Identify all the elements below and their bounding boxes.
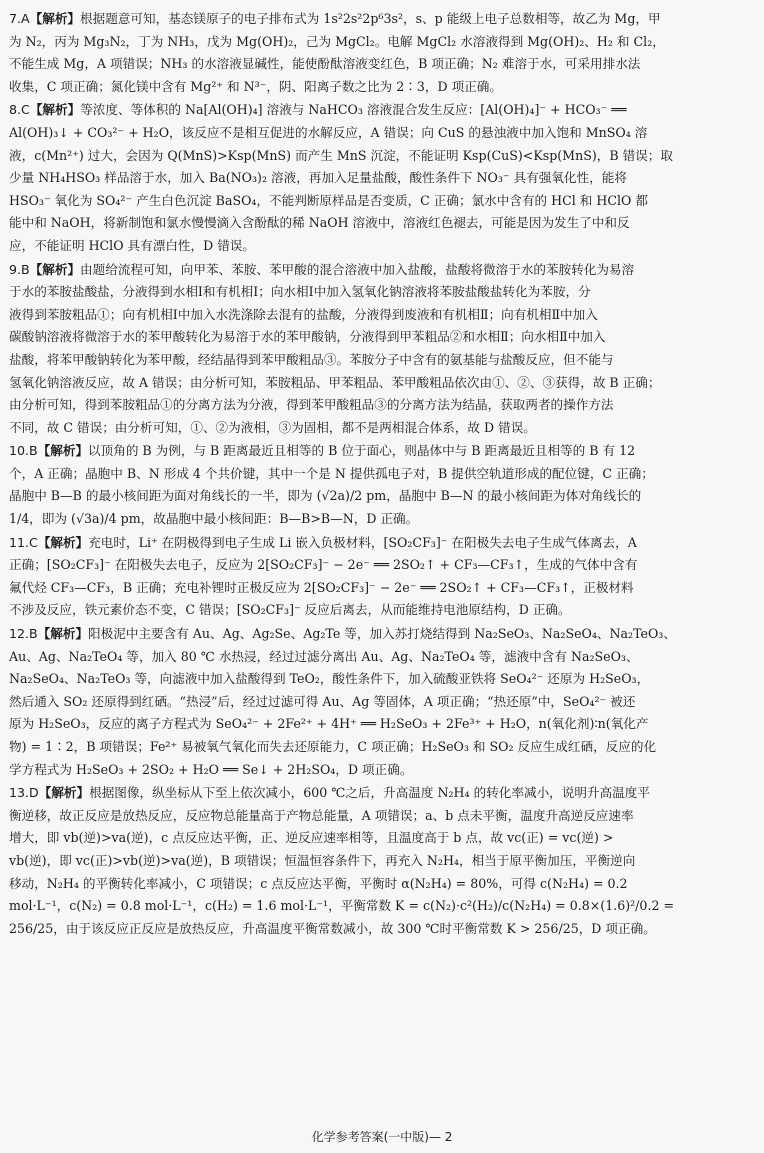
line-text: 正确；[SO₂CF₃]⁻ 在阳极失去电子，反应为 2[SO₂CF₃]⁻ − 2e⁻ ══ 2SO₂↑ + CF₃—CF₃↑，生成的气体中含有 (9, 557, 638, 573)
line-text: 为 N₂，丙为 Mg₃N₂，丁为 NH₃，戊为 Mg(OH)₂，己为 MgCl₂。电解 MgCl₂ 水溶液得到 Mg(OH)₂、H₂ 和 Cl₂， (9, 33, 665, 49)
answer-item (9, 782, 740, 940)
answer-line (9, 713, 740, 736)
line-text: 1/4，即为 (√3a)/4 pm，故晶胞中最小核间距：B—B>B—N，D 正确。 (9, 511, 419, 527)
line-text: 移动，N₂H₄ 的平衡转化率减小，C 项错误；c 点反应达平衡，平衡时 α(N₂H₄) = 80%，可得 c(N₂H₄) = 0.2 (9, 875, 628, 891)
analysis-tag: 【解析】 (37, 534, 89, 550)
answer-line (9, 53, 740, 76)
answer-line (9, 895, 740, 918)
answer-line (9, 805, 740, 828)
line-text: mol·L⁻¹，c(N₂) = 0.8 mol·L⁻¹，c(H₂) = 1.6 mol·L⁻¹，平衡常数 K = c(N₂)·c²(H₂)/c(N₂H₄) = 0.8×(1.6)²/0.2 = (9, 898, 675, 914)
line-text: Al(OH)₃↓ + CO₃²⁻ + H₂O，该反应不是相互促进的水解反应，A 错误；向 CuS 的悬浊液中加入饱和 MnSO₄ 溶 (9, 124, 648, 140)
line-text: Au、Ag、Na₂TeO₄ 等，加入 80 ℃ 水热浸，经过过滤分离出 Au、Ag、Na₂TeO₄ 等，滤液中含有 Na₂SeO₃、 (9, 648, 639, 664)
line-text: 等浓度、等体积的 Na[Al(OH)₄] 溶液与 NaHCO₃ 溶液混合发生反应：[Al(OH)₄]⁻ + HCO₃⁻ ══ (80, 102, 627, 118)
line-text: 原为 H₂SeO₃，反应的离子方程式为 SeO₄²⁻ + 2Fe²⁺ + 4H⁺ ══ H₂SeO₃ + 2Fe³⁺ + H₂O，n(氧化剂)∶n(氧化产 (9, 716, 649, 732)
question-number: 11.C (9, 534, 38, 550)
line-text: 增大，即 vb(逆)>va(逆)，c 点反应达平衡，正、逆反应速率相等，且温度高于 b 点，故 vc(正) = vc(逆) > (9, 830, 614, 846)
line-text: Na₂SeO₄、Na₂TeO₃ 等，向滤液中加入盐酸得到 TeO₂，酸性条件下，加入硫酸亚铁将 SeO₄²⁻ 还原为 H₂SeO₃， (9, 671, 650, 687)
line-text: 衡逆移，故正反应是放热反应，反应物总能量高于产物总能量，A 项错误；a、b 点未平衡，温度升高逆反应速率 (9, 807, 634, 823)
answer-line (9, 577, 740, 600)
answer-line (9, 372, 740, 395)
analysis-tag: 【解析】 (29, 11, 81, 26)
line-text: 以顶角的 B 为例，与 B 距离最近且相等的 B 位于面心，则晶体中与 B 距离最近且相等的 B 有 12 (88, 443, 636, 459)
answer-line (9, 646, 740, 669)
answer-item (9, 8, 740, 98)
answer-line (9, 599, 740, 622)
answer-line (9, 850, 740, 873)
answer-line (9, 668, 740, 691)
line-text: 阳极泥中主要含有 Au、Ag、Ag₂Se、Ag₂Te 等，加入苏打烧结得到 Na₂SeO₃、Na₂SeO₄、Na₂TeO₃、 (88, 626, 676, 642)
line-text: 碳酸钠溶液将微溶于水的苯甲酸转化为易溶于水的苯甲酸钠，分液得到甲苯粗品②和水相Ⅱ；向水相Ⅱ中加入 (9, 329, 606, 345)
line-text: 收集，C 项正确；氮化镁中含有 Mg²⁺ 和 N³⁻，阴、阳离子数之比为 2∶3，D 项正确。 (9, 78, 502, 94)
answer-line (9, 394, 740, 417)
line-text: 然后通入 SO₂ 还原得到红硒。“热浸”后，经过过滤可得 Au、Ag 等固体，A 项正确；“热还原”中，SeO₄²⁻ 被还 (9, 693, 636, 709)
line-text: 由题给流程可知，向甲苯、苯胺、苯甲酸的混合溶液中加入盐酸，盐酸将微溶于水的苯胺转化为易溶 (80, 261, 635, 277)
answer-line (9, 873, 740, 896)
page-footer: 化学参考答案(一中版)— 2 (311, 1130, 453, 1144)
answer-item (9, 532, 740, 622)
answer-line (9, 508, 740, 531)
answer-line (9, 281, 740, 304)
answer-line (9, 212, 740, 235)
line-text: 能中和 NaOH，将新制饱和氯水慢慢滴入含酚酞的稀 NaOH 溶液中，溶液红色褪去，可能是因为发生了中和反 (9, 215, 630, 231)
line-text: 少量 NH₄HSO₃ 样品溶于水，加入 Ba(NO₃)₂ 溶液，再加入足量盐酸，酸性条件下 NO₃⁻ 具有强氧化性，能将 (9, 170, 627, 186)
answer-line (9, 99, 740, 122)
line-text: 液，c(Mn²⁺) 过大，会因为 Q(MnS)>Ksp(MnS) 而产生 MnS 沉淀，不能证明 Ksp(CuS)<Ksp(MnS)，B 错误；取 (9, 147, 673, 163)
line-text: 于水的苯胺盐酸盐，分液得到水相Ⅰ和有机相Ⅰ；向水相Ⅰ中加入氢氧化钠溶液将苯胺盐酸盐转化为苯胺，分 (9, 284, 591, 300)
answer-item (9, 99, 740, 257)
analysis-tag: 【解析】 (37, 443, 89, 459)
line-text: 应，不能证明 HClO 具有漂白性，D 错误。 (9, 237, 255, 253)
analysis-tag: 【解析】 (37, 626, 89, 642)
analysis-tag: 【解析】 (29, 102, 81, 118)
line-text: 根据图像，纵坐标从下至上依次减小，600 ℃之后，升高温度 N₂H₄ 的转化率减小，说明升高温度平 (89, 785, 650, 801)
line-text: vb(逆)，即 vc(正)>vb(逆)>va(逆)，B 项错误；恒温恒容条件下，再充入 N₂H₄，相当于原平衡加压，平衡逆向 (9, 852, 636, 868)
line-text: 不能生成 Mg，A 项错误；NH₃ 的水溶液显碱性，能使酚酞溶液变红色，B 项正确；N₂ 难溶于水，可采用排水法 (9, 56, 641, 72)
answer-line (9, 623, 740, 646)
question-number: 13.D (9, 785, 39, 801)
answer-line (9, 417, 740, 440)
answer-line (9, 326, 740, 349)
answer-item (9, 623, 740, 781)
line-text: 不同，故 C 错误；由分析可知，①、②为液相，③为固相，都不是两相混合体系，故 D 错误。 (9, 419, 536, 435)
line-text: 氟代烃 CF₃—CF₃，B 正确；充电补锂时正极反应为 2[SO₂CF₃]⁻ − 2e⁻ ══ 2SO₂↑ + CF₃—CF₃↑，正极材料 (9, 579, 634, 595)
line-text: 盐酸，将苯甲酸钠转化为苯甲酸，经结晶得到苯甲酸粗品③。苯胺分子中含有的氨基能与盐酸反应，但不能与 (9, 351, 614, 367)
answer-line (9, 190, 740, 213)
answer-line (9, 235, 740, 258)
answer-line (9, 440, 740, 463)
line-text: 个，A 正确；晶胞中 B、N 形成 4 个共价键，其中一个是 N 提供孤电子对，B 提供空轨道形成的配位键，C 正确； (9, 465, 654, 481)
answer-line (9, 167, 740, 190)
line-text: 根据题意可知，基态镁原子的电子排布式为 1s²2s²2p⁶3s²，s、p 能级上电子总数相等，故乙为 Mg，甲 (80, 11, 661, 26)
answer-line (9, 918, 740, 941)
question-number: 7.A (9, 11, 30, 26)
line-text: 不涉及反应，铁元素价态不变，C 错误；[SO₂CF₃]⁻ 反应后离去，从而能维持电池原结构，D 正确。 (9, 602, 571, 618)
answer-line (9, 304, 740, 327)
answer-line (9, 349, 740, 372)
answer-line (9, 259, 740, 282)
line-text: 晶胞中 B—B 的最小核间距为面对角线长的一半，即为 (√2a)/2 pm，晶胞中 B—N 的最小核间距为体对角线长的 (9, 488, 642, 504)
line-text: 液得到苯胺粗品①；向有机相Ⅰ中加入水洗涤除去混有的盐酸，分液得到废液和有机相Ⅱ；向有机相Ⅱ中加入 (9, 306, 598, 322)
question-number: 12.B (9, 626, 38, 642)
line-text: 学方程式为 H₂SeO₃ + 2SO₂ + H₂O ══ Se↓ + 2H₂SO₄，D 项正确。 (9, 761, 413, 777)
answer-line (9, 76, 740, 99)
answer-line (9, 122, 740, 145)
answer-line (9, 532, 740, 555)
answer-line (9, 782, 740, 805)
answer-line (9, 485, 740, 508)
answer-line (9, 759, 740, 782)
answer-line (9, 145, 740, 168)
analysis-tag: 【解析】 (29, 261, 81, 277)
line-text: 充电时，Li⁺ 在阴极得到电子生成 Li 嵌入负极材料，[SO₂CF₃]⁻ 在阳极失去电子生成气体离去，A (88, 534, 637, 550)
answer-line (9, 8, 740, 31)
answer-line (9, 31, 740, 54)
answer-line (9, 463, 740, 486)
question-number: 9.B (9, 261, 30, 277)
line-text: 氢氧化钠溶液反应，故 A 错误；由分析可知，苯胺粗品、甲苯粗品、苯甲酸粗品依次由①、②、③获得，故 B 正确； (9, 374, 661, 390)
answer-line (9, 827, 740, 850)
line-text: 由分析可知，得到苯胺粗品①的分离方法为分液，得到苯甲酸粗品③的分离方法为结晶，获取两者的操作方法 (9, 397, 614, 413)
analysis-tag: 【解析】 (38, 785, 90, 801)
question-number: 8.C (9, 102, 30, 118)
answer-line (9, 736, 740, 759)
answer-item (9, 259, 740, 440)
question-number: 10.B (9, 443, 38, 459)
line-text: HSO₃⁻ 氧化为 SO₄²⁻ 产生白色沉淀 BaSO₄，不能判断原样品是否变质，C 正确；氯水中含有的 HCl 和 HClO 都 (9, 192, 648, 208)
answer-line (9, 691, 740, 714)
line-text: 物) = 1∶2，B 项错误；Fe²⁺ 易被氧气氧化而失去还原能力，C 项正确；H₂SeO₃ 和 SO₂ 反应生成红硒，反应的化 (9, 739, 657, 754)
line-text: 256/25，由于该反应正反应是放热反应，升高温度平衡常数减小，故 300 ℃时平衡常数 K > 256/25，D 项正确。 (9, 920, 656, 936)
answer-item (9, 440, 740, 530)
answer-line (9, 554, 740, 577)
